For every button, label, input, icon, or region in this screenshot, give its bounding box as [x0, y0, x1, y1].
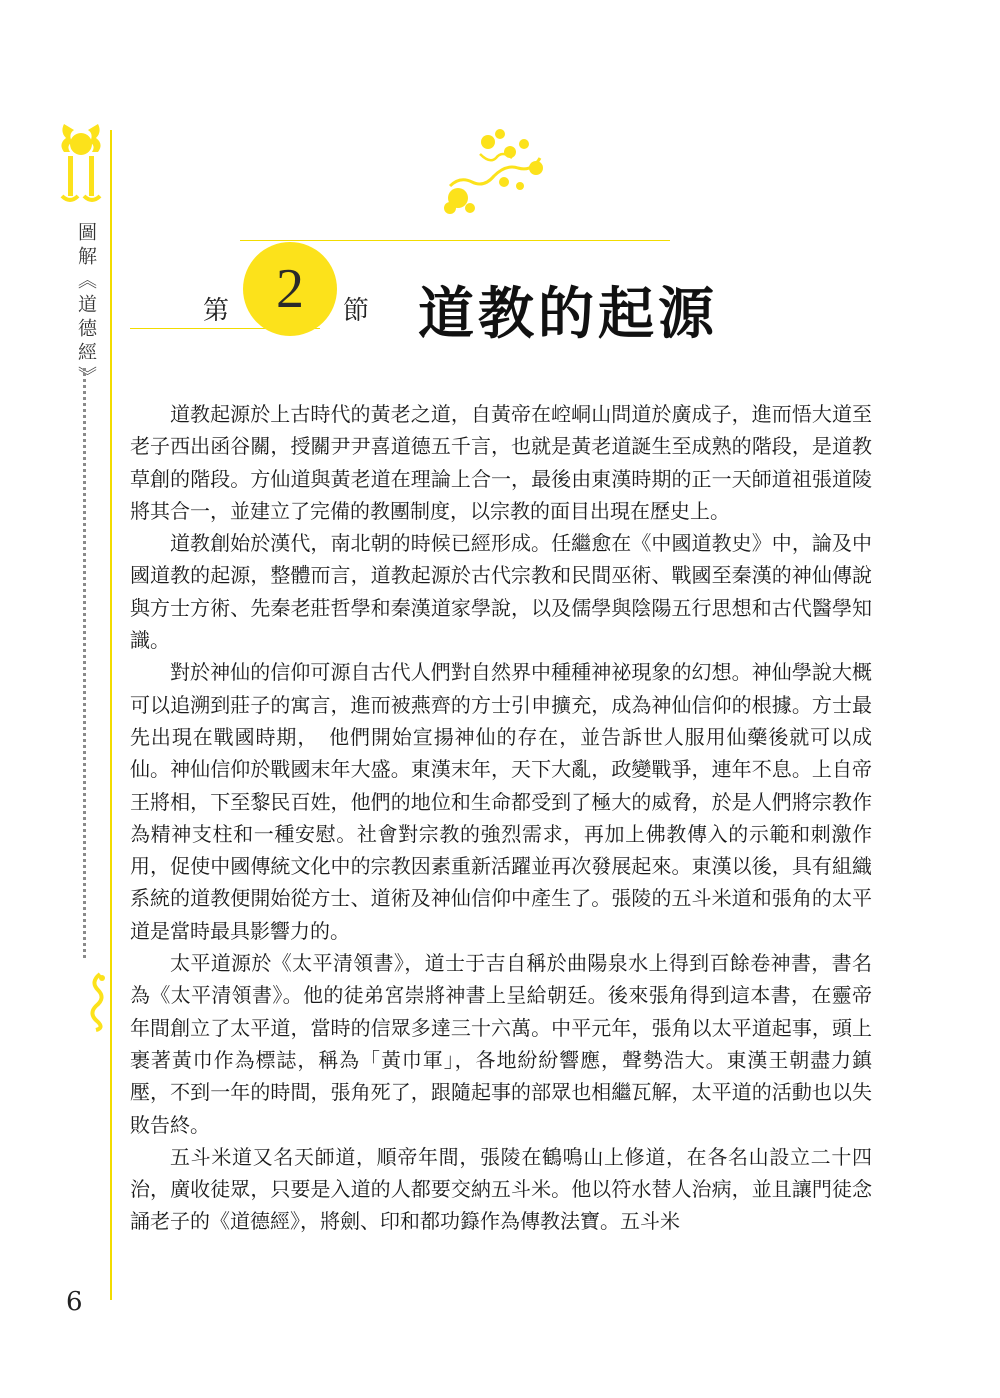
section-suffix: 節: [343, 296, 370, 326]
header-top-rule: [240, 240, 670, 241]
section-number: 2: [276, 258, 304, 320]
sidebar-rule: [110, 130, 112, 1300]
page-number: 6: [66, 1287, 83, 1317]
flower-ornament-icon: [440, 124, 558, 222]
sidebar-dotted-divider: [83, 368, 86, 958]
paragraph: 太平道源於《太平清領書》，道士于吉自稱於曲陽泉水上得到百餘卷神書，書名為《太平清領書》。他的徒弟宮崇將神書上呈給朝廷。後來張角得到這本書，在靈帝年間創立了太平道，當時的信眾多達三十六萬。中平元年，張角以太平道起事，頭上裹著黃巾作為標誌，稱為「黃巾軍」，各地紛紛響應，聲勢浩大。東漢王朝盡力鎮壓，不到一年的時間，張角死了，跟隨起事的部眾也相繼瓦解，太平道的活動也以失敗告終。: [130, 951, 872, 1137]
dragon-ornament-icon: [56, 118, 106, 208]
book-title: 圖解《道德經》: [75, 222, 97, 390]
paragraph: 五斗米道又名天師道，順帝年間，張陵在鶴鳴山上修道，在各名山設立二十四治，廣收徒眾，只要是入道的人都要交納五斗米。他以符水替人治病，並且讓門徒念誦老子的《道德經》，將劍、印和都功籙作為傳教法寶。五斗米: [130, 1144, 872, 1234]
paragraph: 對於神仙的信仰可源自古代人們對自然界中種種神祕現象的幻想。神仙學說大概可以追溯到莊子的寓言，進而被燕齊的方士引申擴充，成為神仙信仰的根據。方士最先出現在戰國時期， 他們開始宣揚神仙的存在，並告訴世人服用仙藥後就可以成仙。神仙信仰於戰國末年大盛。東漢末年，天下大亂，政變戰爭，連年不息。上自帝王將相，下至黎民百姓，他們的地位和生命都受到了極大的威脅，於是人們將宗教作為精神支柱和一種安慰。社會對宗教的強烈需求，再加上佛教傳入的示範和刺激作用，促使中國傳統文化中的宗教因素重新活躍並再次發展起來。東漢以後，具有組織系統的道教便開始從方士、道術及神仙信仰中產生了。張陵的五斗米道和張角的太平道是當時最具影響力的。: [130, 660, 872, 943]
scroll-ornament-icon: [86, 972, 110, 1032]
paragraph: 道教起源於上古時代的黃老之道，自黃帝在崆峒山問道於廣成子，進而悟大道至老子西出函谷關，授關尹尹喜道德五千言，也就是黃老道誕生至成熟的階段，是道教草創的階段。方仙道與黃老道在理論上合一，最後由東漢時期的正一天師道祖張道陵將其合一，並建立了完備的教團制度，以宗教的面目出現在歷史上。: [130, 402, 872, 523]
body-text: [130, 398, 872, 1238]
chapter-title: 道教的起源: [418, 281, 718, 347]
paragraph: 道教創始於漢代，南北朝的時候已經形成。任繼愈在《中國道教史》中，論及中國道教的起源，整體而言，道教起源於古代宗教和民間巫術、戰國至秦漢的神仙傳說與方士方術、先秦老莊哲學和秦漢道家學說，以及儒學與陰陽五行思想和古代醫學知識。: [130, 531, 872, 653]
section-prefix: 第: [203, 296, 230, 326]
